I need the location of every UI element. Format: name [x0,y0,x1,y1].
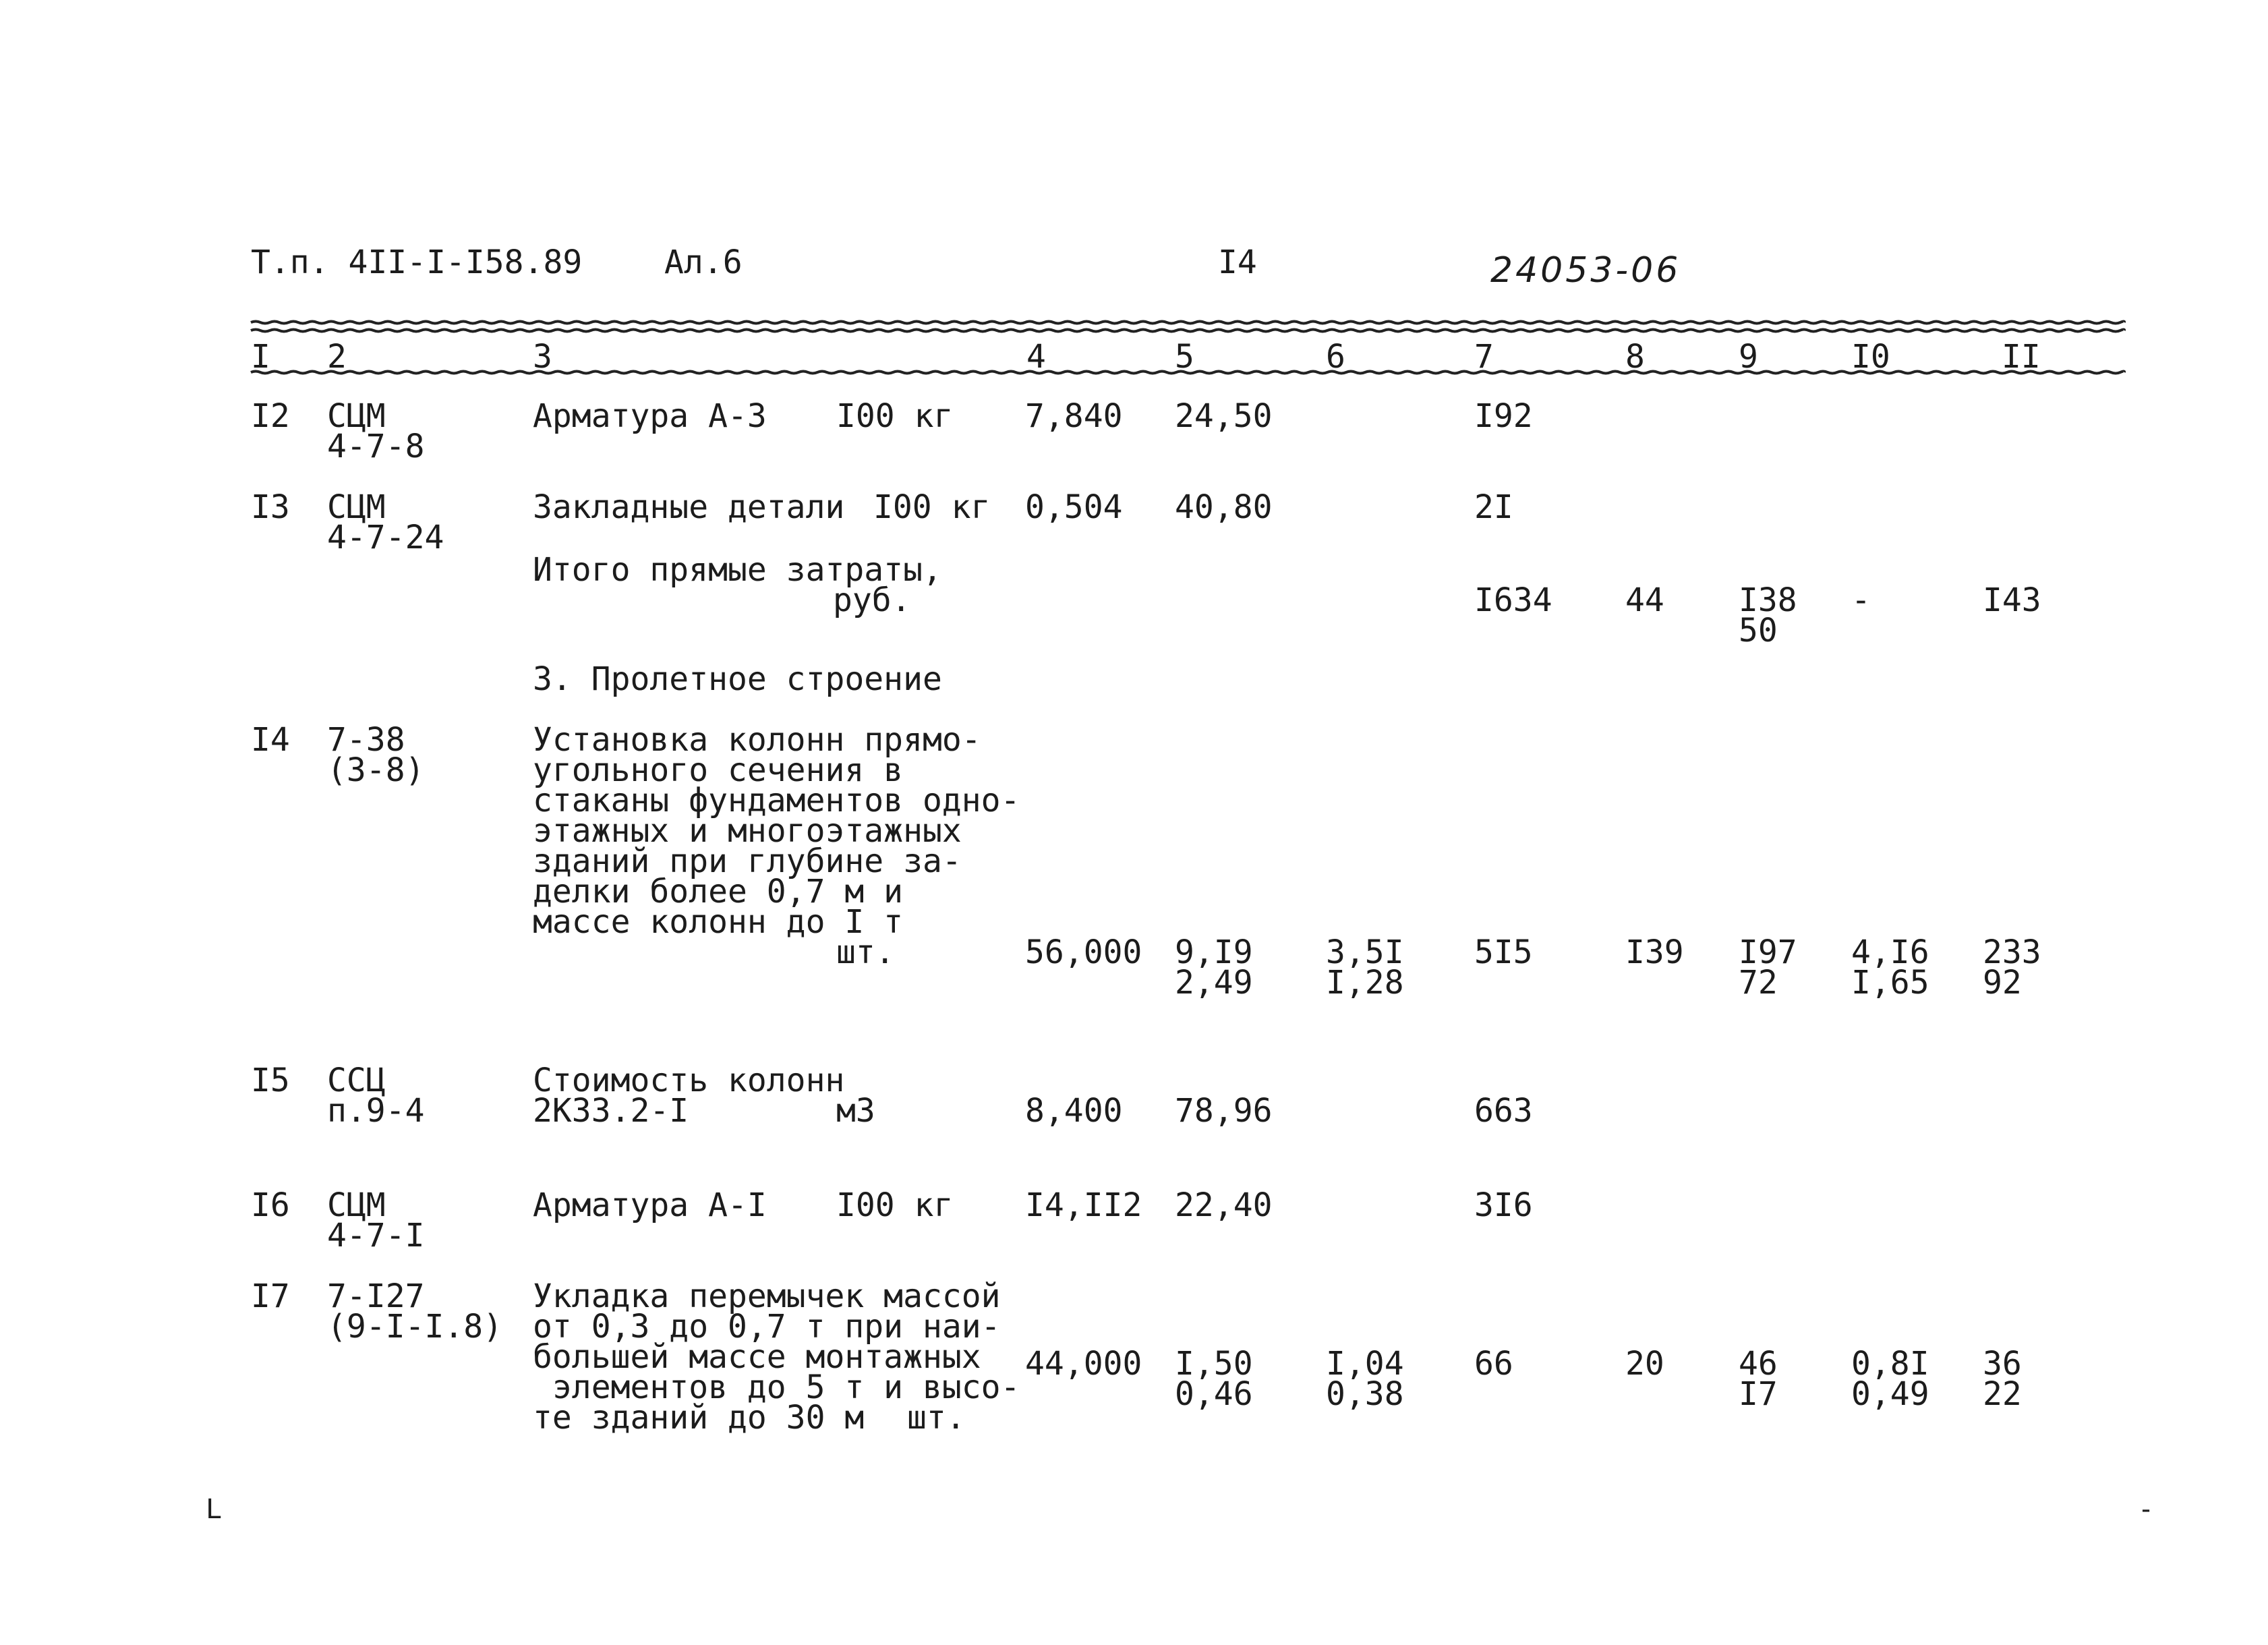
work-description: Укладка перемычек массой от 0,3 до 0,7 т при наи- большей массе монтажных элементов до 5 т и высо- те зданий до 30 м [533,1277,1020,1437]
work-description: Арматура А-3 [533,397,767,435]
subtotal-col8: 44 [1625,581,1664,619]
subtotal-col10: - [1851,581,1871,619]
norm-code: ССЦ п.9-4 [327,1062,425,1130]
col-header-6: 6 [1326,338,1345,376]
total-cost: 66 [1474,1345,1513,1383]
row-number: I2 [251,397,290,435]
col-header-2: 2 [327,338,347,376]
col10-value: 4,I6 I,65 [1851,933,1929,1002]
top-double-rule-lower [251,330,2124,332]
col9-value: I97 72 [1739,933,1797,1002]
unit-price: 24,50 [1175,397,1273,435]
album-number: Ал.6 [664,243,743,281]
left-margin-mark: L [206,1494,223,1525]
unit-price: 78,96 [1175,1092,1273,1130]
quantity: 44,000 [1025,1345,1142,1383]
work-description: Установка колонн прямо- угольного сечения в стаканы фундаментов одно- этажных и многоэтажных зданий при глубине за- делки более 0,7 м и массе колонн до I т [533,721,1020,941]
subtotal-col11: I43 [1983,581,2041,619]
total-cost: 3I6 [1474,1186,1533,1224]
col-header-3: 3 [533,338,552,376]
norm-code: 7-I27 (9-I-I.8) [327,1277,503,1346]
row-number: I4 [251,721,290,759]
section-heading: 3. Пролетное строение [533,660,942,698]
col-header-11: II [2002,338,2041,376]
col8-value: 20 [1625,1345,1664,1383]
col8-value: I39 [1625,933,1684,971]
unit: I00 кг [873,488,991,526]
subtotal-label: Итого прямые затраты, [533,551,942,589]
work-description: Стоимость колонн 2К33.2-I [533,1062,845,1130]
total-cost: 2I [1474,488,1513,526]
unit-price: 40,80 [1175,488,1273,526]
quantity: I4,II2 [1025,1186,1142,1224]
col-header-7: 7 [1474,338,1494,376]
col-header-5: 5 [1175,338,1194,376]
norm-code: СЦМ 4-7-I [327,1186,425,1254]
unit-price: 9,I9 2,49 [1175,933,1253,1002]
col-header-8: 8 [1625,338,1645,376]
unit: шт. [836,933,895,971]
norm-code: СЦМ 4-7-24 [327,488,444,556]
quantity: 0,504 [1025,488,1123,526]
page-number: I4 [1218,243,1257,281]
total-cost: 663 [1474,1092,1533,1130]
norm-code: СЦМ 4-7-8 [327,397,425,465]
unit: м3 [836,1092,875,1130]
col11-value: 233 92 [1983,933,2041,1002]
unit: шт. [907,1399,966,1437]
col11-value: 36 22 [1983,1345,2022,1413]
right-margin-mark: - [2138,1494,2155,1525]
row-number: I5 [251,1062,290,1099]
col-header-4: 4 [1026,338,1046,376]
unit: I00 кг [836,397,954,435]
unit-price: I,50 0,46 [1175,1345,1253,1413]
row-number: I7 [251,1277,290,1315]
subtotal-col9: I38 50 [1739,581,1797,650]
work-description: Арматура А-I [533,1186,767,1224]
subtotal-unit: руб. [833,581,911,619]
top-double-rule-upper [251,322,2124,324]
col-header-10: I0 [1851,338,1890,376]
col10-value: 0,8I 0,49 [1851,1345,1929,1413]
row-number: I3 [251,488,290,526]
total-cost: I92 [1474,397,1533,435]
col-header-9: 9 [1739,338,1758,376]
quantity: 56,000 [1025,933,1142,971]
norm-code: 7-38 (3-8) [327,721,425,789]
quantity: 7,840 [1025,397,1123,435]
work-description: Закладные детали [533,488,845,526]
col6-value: I,04 0,38 [1326,1345,1404,1413]
subtotal-total: I634 [1474,581,1552,619]
doc-code: Т.п. 4II-I-I58.89 [251,243,583,281]
col-header-1: I [251,338,270,376]
col9-value: 46 I7 [1739,1345,1778,1413]
unit: I00 кг [836,1186,954,1224]
col6-value: 3,5I I,28 [1326,933,1404,1002]
handwritten-number: 24053-06 [1490,250,1681,291]
total-cost: 5I5 [1474,933,1533,971]
row-number: I6 [251,1186,290,1224]
unit-price: 22,40 [1175,1186,1273,1224]
quantity: 8,400 [1025,1092,1123,1130]
